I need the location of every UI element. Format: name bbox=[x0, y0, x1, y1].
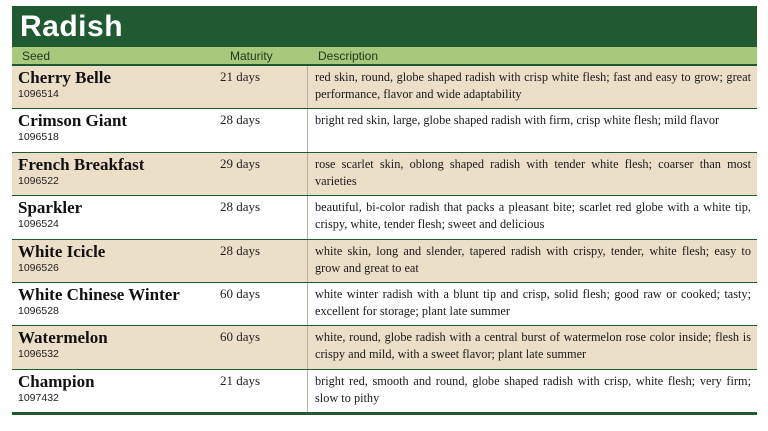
seed-name: White Icicle bbox=[18, 241, 106, 261]
seed-name: French Breakfast bbox=[18, 154, 145, 174]
seed-name: Cherry Belle bbox=[18, 68, 111, 87]
page-title: Radish bbox=[20, 9, 124, 43]
seed-cell bbox=[12, 66, 218, 108]
seed-name: Sparkler bbox=[18, 198, 83, 218]
seed-code: 1096514 bbox=[18, 88, 59, 100]
description-cell: bright red skin, large, globe shaped radish with firm, crisp white flesh; mild flavor bbox=[315, 113, 720, 128]
seed-cell bbox=[12, 326, 218, 368]
description-cell: white, round, globe radish with a central burst of watermelon rose color inside; flesh is crispy and mild, with a sweet flavor; plant late summer bbox=[315, 330, 751, 362]
seed-code: 1097432 bbox=[18, 391, 59, 404]
header-description: Description bbox=[318, 48, 379, 63]
seed-code: 1096526 bbox=[18, 261, 59, 274]
seed-code: 1096528 bbox=[18, 304, 59, 317]
seed-name: Watermelon bbox=[18, 328, 108, 348]
seed-table bbox=[12, 6, 757, 415]
maturity-cell: 60 days bbox=[218, 326, 308, 368]
table-row bbox=[12, 109, 757, 152]
seed-code: 1096532 bbox=[18, 348, 59, 361]
seed-cell bbox=[12, 240, 218, 282]
table-header bbox=[12, 47, 757, 66]
title-bar bbox=[12, 6, 757, 47]
maturity-cell: 28 days bbox=[218, 240, 308, 282]
seed-cell bbox=[12, 153, 218, 195]
table-row bbox=[12, 326, 757, 369]
description-cell: beautiful, bi-color radish that packs a pleasant bite; scarlet red globe with a white tip, crispy, white, tender flesh; sweet and delicious bbox=[315, 200, 751, 232]
maturity-cell: 21 days bbox=[218, 370, 308, 412]
maturity-cell: 28 days bbox=[218, 196, 308, 238]
table-row bbox=[12, 66, 757, 109]
seed-cell bbox=[12, 283, 218, 325]
table-row bbox=[12, 196, 757, 239]
maturity-cell: 29 days bbox=[218, 153, 308, 195]
seed-cell bbox=[12, 109, 218, 151]
seed-name: Crimson Giant bbox=[18, 111, 128, 131]
table-row bbox=[12, 370, 757, 413]
table-row bbox=[12, 283, 757, 326]
description-cell: bright red, smooth and round, globe shaped radish with crisp, white flesh; very firm; slow to pithy bbox=[315, 373, 751, 405]
description-cell: white skin, long and slender, tapered radish with crispy, tender, white flesh; easy to grow and great to eat bbox=[315, 243, 751, 275]
seed-name: White Chinese Winter bbox=[18, 284, 180, 304]
seed-name: Champion bbox=[18, 371, 95, 391]
maturity-cell: 21 days bbox=[218, 66, 308, 108]
bottom-rule bbox=[12, 413, 757, 415]
description-cell: rose scarlet skin, oblong shaped radish with tender white flesh; coarser than most varieties bbox=[315, 156, 751, 188]
description-cell: white winter radish with a blunt tip and crisp, solid flesh; good raw or cooked; tasty; excellent for storage; plant late summer bbox=[315, 286, 751, 318]
seed-code: 1096518 bbox=[18, 131, 59, 144]
seed-cell bbox=[12, 370, 218, 412]
header-maturity: Maturity bbox=[230, 48, 273, 63]
maturity-cell: 60 days bbox=[218, 283, 308, 325]
table-body bbox=[12, 66, 757, 413]
seed-code: 1096524 bbox=[18, 218, 59, 231]
seed-cell bbox=[12, 196, 218, 238]
description-cell: red skin, round, globe shaped radish with crisp white flesh; fast and easy to grow; great performance, flavor and wide adaptability bbox=[315, 70, 751, 101]
maturity-cell: 28 days bbox=[218, 109, 308, 151]
table-row bbox=[12, 153, 757, 196]
header-seed: Seed bbox=[22, 48, 51, 63]
seed-code: 1096522 bbox=[18, 174, 59, 187]
table-row bbox=[12, 240, 757, 283]
